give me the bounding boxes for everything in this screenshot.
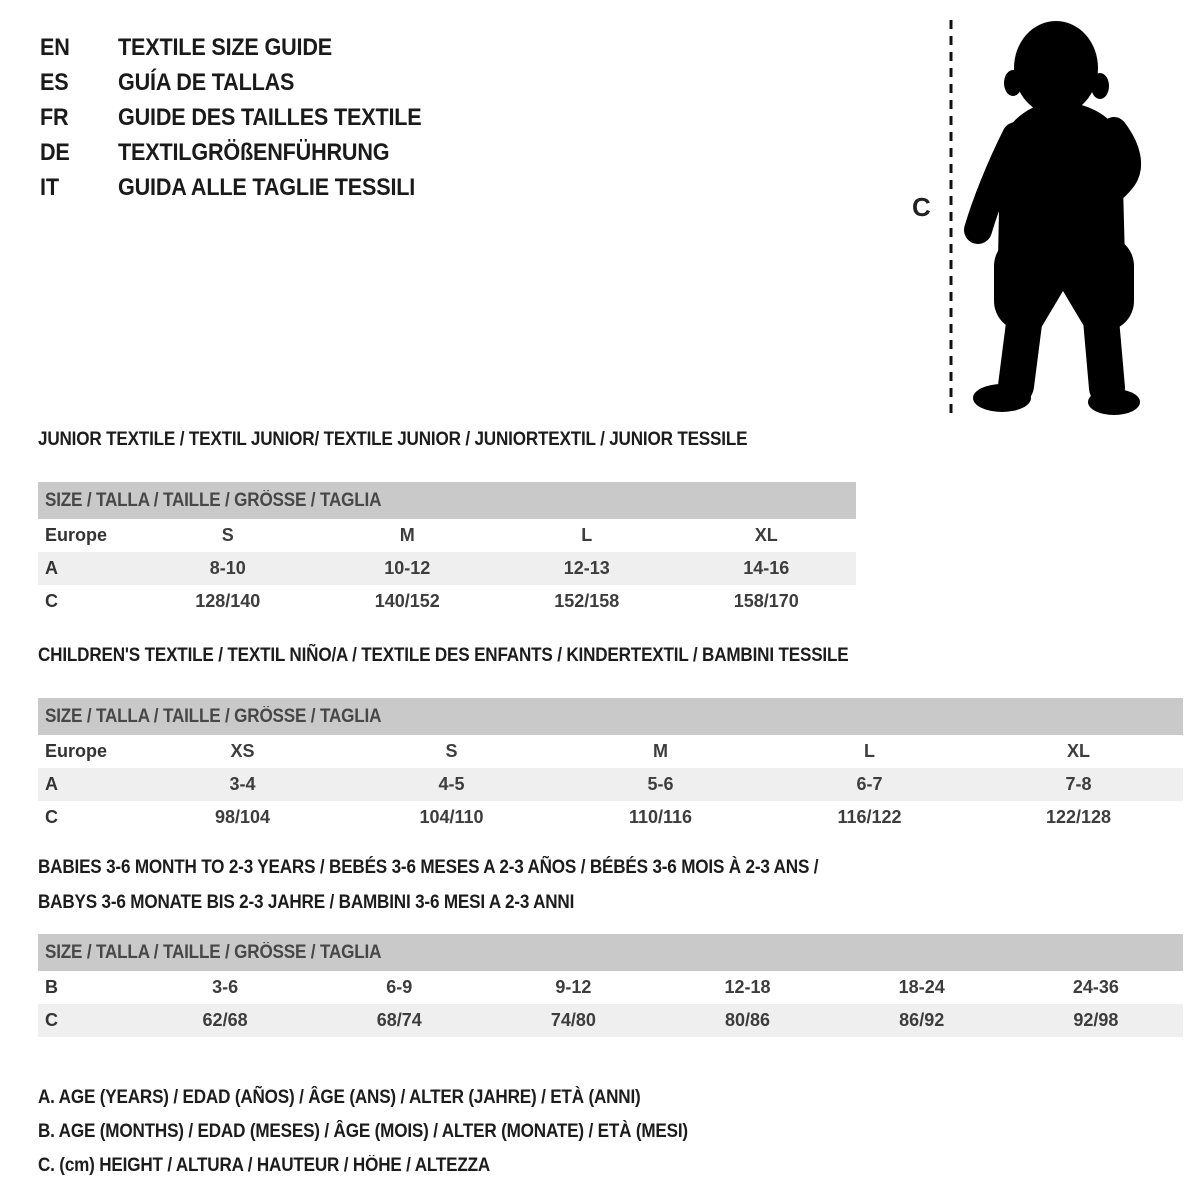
language-row bbox=[40, 100, 455, 135]
language-row bbox=[40, 135, 455, 170]
section-title: BABYS 3-6 MONATE BIS 2-3 JAHRE / BAMBINI 3-6 MESI A 2-3 ANNI bbox=[38, 892, 575, 913]
size-cell: 6-9 bbox=[386, 977, 413, 997]
language-code: EN bbox=[40, 33, 70, 61]
size-cell: 9-12 bbox=[555, 977, 592, 997]
size-cell: L bbox=[864, 741, 875, 761]
legend-line-c: C. (cm) HEIGHT / ALTURA / HAUTEUR / HÖHE / ALTEZZA bbox=[38, 1155, 491, 1176]
language-title: TEXTILGRÖßENFÜHRUNG bbox=[118, 138, 390, 166]
size-cell: M bbox=[399, 525, 415, 545]
height-figure bbox=[890, 8, 1190, 423]
language-title: TEXTILE SIZE GUIDE bbox=[118, 33, 332, 61]
size-cell: 158/170 bbox=[733, 591, 799, 611]
section-children bbox=[38, 644, 1188, 834]
row-label: C bbox=[45, 591, 58, 611]
size-cell: 7-8 bbox=[974, 768, 1183, 801]
size-cell: S bbox=[221, 525, 234, 545]
junior-size-table bbox=[38, 519, 856, 618]
size-cell: 3-6 bbox=[212, 977, 239, 997]
size-cell: 122/128 bbox=[1045, 807, 1112, 827]
row-label: B bbox=[45, 977, 58, 997]
table-row bbox=[38, 552, 856, 585]
size-cell: 110/116 bbox=[628, 807, 693, 827]
legend bbox=[38, 1081, 1188, 1183]
size-cell: 3-4 bbox=[138, 768, 347, 801]
size-cell: 12-13 bbox=[497, 552, 677, 585]
section-title-block bbox=[38, 428, 1188, 452]
size-cell: 4-5 bbox=[347, 768, 556, 801]
size-cell: 12-18 bbox=[724, 977, 771, 997]
language-title-list bbox=[40, 30, 455, 205]
section-title: BABIES 3-6 MONTH TO 2-3 YEARS / BEBÉS 3-6 MESES A 2-3 AÑOS / BÉBÉS 3-6 MOIS À 2-3 ANS / bbox=[38, 857, 819, 878]
language-title: GUIDA ALLE TAGLIE TESSILI bbox=[118, 173, 416, 201]
children-size-table bbox=[38, 735, 1183, 834]
size-cell: 10-12 bbox=[318, 552, 498, 585]
section-title-block bbox=[38, 856, 1188, 915]
language-code: ES bbox=[40, 68, 69, 96]
size-cell: 68/74 bbox=[312, 1004, 486, 1037]
size-header-band bbox=[38, 482, 856, 519]
section-title: CHILDREN'S TEXTILE / TEXTIL NIÑO/A / TEXTILE DES ENFANTS / KINDERTEXTIL / BAMBINI TESSILE bbox=[38, 645, 849, 666]
language-title: GUÍA DE TALLAS bbox=[118, 68, 295, 96]
size-header-label: SIZE / TALLA / TAILLE / GRÖSSE / TAGLIA bbox=[45, 489, 382, 511]
table-row bbox=[38, 768, 1183, 801]
size-header-label: SIZE / TALLA / TAILLE / GRÖSSE / TAGLIA bbox=[45, 705, 382, 727]
size-tables bbox=[38, 428, 1188, 1183]
size-cell: S bbox=[445, 741, 458, 761]
size-cell: XL bbox=[1066, 741, 1090, 761]
language-code: IT bbox=[40, 173, 59, 201]
size-cell: 6-7 bbox=[765, 768, 974, 801]
language-code: DE bbox=[40, 138, 70, 166]
size-cell: 140/152 bbox=[374, 591, 440, 611]
size-cell: 14-16 bbox=[677, 552, 857, 585]
row-label: A bbox=[38, 552, 138, 585]
legend-line-a: A. AGE (YEARS) / EDAD (AÑOS) / ÂGE (ANS) / ALTER (JAHRE) / ETÀ (ANNI) bbox=[38, 1087, 641, 1108]
size-header-label: SIZE / TALLA / TAILLE / GRÖSSE / TAGLIA bbox=[45, 941, 382, 963]
size-cell: 18-24 bbox=[898, 977, 945, 997]
size-cell: 92/98 bbox=[1009, 1004, 1183, 1037]
size-cell: L bbox=[581, 525, 593, 545]
section-junior bbox=[38, 428, 1188, 618]
language-code: FR bbox=[40, 103, 69, 131]
legend-line-b: B. AGE (MONTHS) / EDAD (MESES) / ÂGE (MOIS) / ALTER (MONATE) / ETÀ (MESI) bbox=[38, 1121, 688, 1142]
table-row bbox=[38, 971, 1183, 1004]
row-label: A bbox=[38, 768, 138, 801]
row-label: C bbox=[45, 807, 58, 827]
size-cell: M bbox=[653, 741, 668, 761]
size-cell: 116/122 bbox=[837, 807, 902, 827]
height-line-label: C bbox=[912, 192, 931, 222]
table-row bbox=[38, 801, 1183, 834]
section-title: JUNIOR TEXTILE / TEXTIL JUNIOR/ TEXTILE JUNIOR / JUNIORTEXTIL / JUNIOR TESSILE bbox=[38, 429, 748, 450]
size-cell: 98/104 bbox=[214, 807, 271, 827]
language-row bbox=[40, 170, 455, 205]
language-row bbox=[40, 30, 455, 65]
size-cell: 80/86 bbox=[660, 1004, 834, 1037]
size-cell: 74/80 bbox=[486, 1004, 660, 1037]
size-cell: XL bbox=[754, 525, 778, 545]
table-row bbox=[38, 585, 856, 618]
size-cell: 104/110 bbox=[419, 807, 484, 827]
table-row bbox=[38, 519, 856, 552]
size-header-band bbox=[38, 934, 1183, 971]
table-row bbox=[38, 735, 1183, 768]
row-label: C bbox=[38, 1004, 138, 1037]
section-babies bbox=[38, 856, 1188, 1037]
size-cell: 62/68 bbox=[138, 1004, 312, 1037]
size-cell: 24-36 bbox=[1072, 977, 1119, 997]
table-row bbox=[38, 1004, 1183, 1037]
size-cell: 5-6 bbox=[556, 768, 765, 801]
size-header-band bbox=[38, 698, 1183, 735]
size-cell: 86/92 bbox=[835, 1004, 1009, 1037]
size-cell: 128/140 bbox=[195, 591, 261, 611]
size-cell: 152/158 bbox=[554, 591, 620, 611]
row-label: Europe bbox=[45, 525, 108, 545]
row-label: Europe bbox=[45, 741, 108, 761]
language-row bbox=[40, 65, 455, 100]
size-cell: XS bbox=[230, 741, 255, 761]
babies-size-table bbox=[38, 971, 1183, 1037]
toddler-silhouette-icon bbox=[973, 21, 1140, 415]
size-cell: 8-10 bbox=[138, 552, 318, 585]
section-title-block bbox=[38, 644, 1188, 668]
language-title: GUIDE DES TAILLES TEXTILE bbox=[118, 103, 422, 131]
